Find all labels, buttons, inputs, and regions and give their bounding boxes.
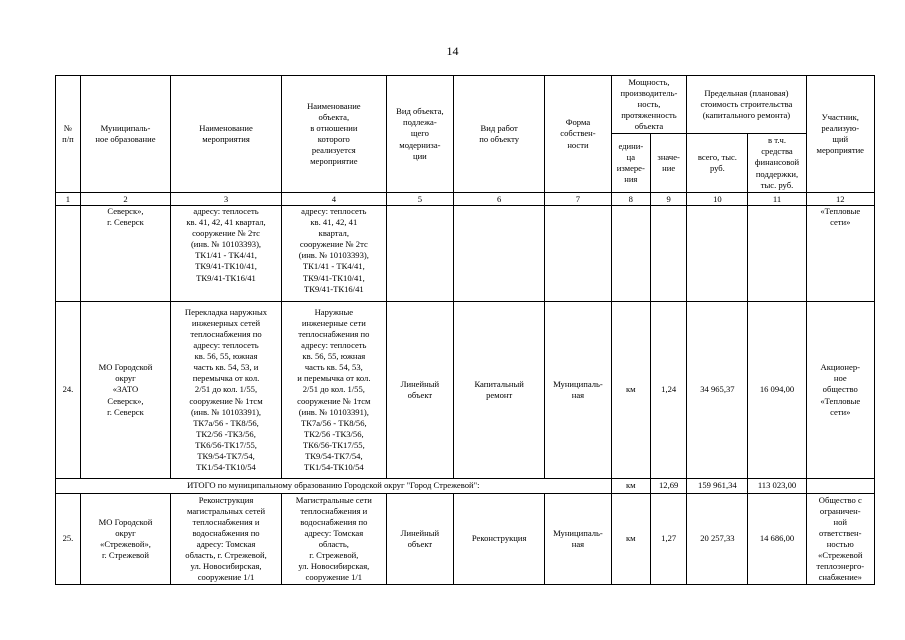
cell-num: 25. [56, 494, 81, 585]
table-row [56, 494, 875, 585]
cell-unit: км [611, 302, 650, 479]
header-cost: Предельная (плановая) стоимость строительства (капитального ремонта) [687, 76, 806, 134]
cell-object-name: Магистральные сети теплоснабжения и водоснабжения по адресу: Томская область, г. Стрежевой, ул. Новосибирская, сооружение 1/1 [281, 494, 386, 585]
column-number: 2 [80, 193, 170, 206]
header-cost-support: в т.ч. средства финансовой поддержки, тыс. руб. [748, 134, 806, 193]
column-number: 7 [545, 193, 611, 206]
cell-num [56, 206, 81, 302]
cell-unit [611, 206, 650, 302]
column-number: 1 [56, 193, 81, 206]
cell-participant: «Тепловые сети» [806, 206, 874, 302]
column-number: 5 [386, 193, 453, 206]
cell-cost-total [687, 206, 748, 302]
table-row [56, 206, 875, 302]
header-participant: Участник, реализую- щий мероприятие [806, 76, 874, 193]
cell-measure: Реконструкция магистральных сетей теплоснабжения и водоснабжения по адресу: Томская область, г. Стрежевой, ул. Новосибирская, сооружение 1/1 [171, 494, 282, 585]
cell-value: 1,27 [651, 494, 687, 585]
column-number: 12 [806, 193, 874, 206]
cell-work-type [454, 206, 545, 302]
total-value: 12,69 [651, 479, 687, 494]
column-number: 9 [651, 193, 687, 206]
cell-work-type: Капитальный ремонт [454, 302, 545, 479]
column-number: 11 [748, 193, 806, 206]
cell-value: 1,24 [651, 302, 687, 479]
cell-value [651, 206, 687, 302]
cell-num: 24. [56, 302, 81, 479]
cell-participant: Общество с ограничен- ной ответствен- ностью «Стрежевой теплоэнерго- снабжение» [806, 494, 874, 585]
cell-work-type: Реконструкция [454, 494, 545, 585]
cell-ownership: Муниципаль- ная [545, 302, 611, 479]
header-object-name: Наименование объекта, в отношении которого реализуется мероприятие [281, 76, 386, 193]
column-number: 10 [687, 193, 748, 206]
cell-object-type: Линейный объект [386, 302, 453, 479]
page-number: 14 [446, 44, 459, 58]
header-ownership: Форма собствен- ности [545, 76, 611, 193]
header-num: № п/п [56, 76, 81, 193]
header-cost-total: всего, тыс. руб. [687, 134, 748, 193]
cell-ownership [545, 206, 611, 302]
cell-measure: адресу: теплосеть кв. 41, 42, 41 квартал, сооружение № 2тс (инв. № 10103393), ТК1/41 - ТК4/41, ТК9/41-ТК10/41, ТК9/41-ТК16/41 [171, 206, 282, 302]
program-table [55, 75, 875, 585]
column-number: 3 [171, 193, 282, 206]
cell-cost-support: 14 686,00 [748, 494, 806, 585]
total-row [56, 479, 875, 494]
cell-unit: км [611, 494, 650, 585]
total-unit: км [611, 479, 650, 494]
cell-participant: Акционер- ное общество «Тепловые сети» [806, 302, 874, 479]
cell-cost-support: 16 094,00 [748, 302, 806, 479]
cell-cost-total: 34 965,37 [687, 302, 748, 479]
column-numbers-row [56, 193, 875, 206]
column-number: 8 [611, 193, 650, 206]
cell-cost-total: 20 257,33 [687, 494, 748, 585]
header-work-type: Вид работ по объекту [454, 76, 545, 193]
cell-municipality: Северск», г. Северск [80, 206, 170, 302]
column-number: 4 [281, 193, 386, 206]
total-participant [806, 479, 874, 494]
header-measure: Наименование мероприятия [171, 76, 282, 193]
table-row [56, 302, 875, 479]
header-row-1 [56, 76, 875, 134]
total-label: ИТОГО по муниципальному образованию Городской округ "Город Стрежевой": [56, 479, 612, 494]
header-municipality: Муниципаль- ное образование [80, 76, 170, 193]
header-capacity-unit: едини- ца измере- ния [611, 134, 650, 193]
total-cost-support: 113 023,00 [748, 479, 806, 494]
cell-object-type: Линейный объект [386, 494, 453, 585]
header-object-type: Вид объекта, подлежа- щего модерниза- ции [386, 76, 453, 193]
column-number: 6 [454, 193, 545, 206]
header-capacity-value: значе- ние [651, 134, 687, 193]
cell-object-name: Наружные инженерные сети теплоснабжения по адресу: теплосеть кв. 56, 55, южная часть кв. 54, 53, и перемычка от кол. 2/51 до кол. 1/55, сооружение № 1тсм (инв. № 10103391), ТК7а/56 - ТК8/56, ТК2/56 -ТК3/56, ТК6/56-ТК17/55, ТК9/54-ТК7/54, ТК1/54-ТК10/54 [281, 302, 386, 479]
cell-measure: Перекладка наружных инженерных сетей теплоснабжения по адресу: теплосеть кв. 56, 55, южная часть кв. 54, 53, и перемычка от кол. 2/51 до кол. 1/55, сооружение № 1тсм (инв. № 10103391), ТК7а/56 - ТК8/56, ТК2/56 -ТК3/56, ТК6/56-ТК17/55, ТК9/54-ТК7/54, ТК1/54-ТК10/54 [171, 302, 282, 479]
cell-object-type [386, 206, 453, 302]
cell-municipality: МО Городской округ «Стрежевой», г. Стрежевой [80, 494, 170, 585]
cell-municipality: МО Городской округ «ЗАТО Северск», г. Северск [80, 302, 170, 479]
cell-ownership: Муниципаль- ная [545, 494, 611, 585]
cell-cost-support [748, 206, 806, 302]
total-cost-total: 159 961,34 [687, 479, 748, 494]
cell-object-name: адресу: теплосеть кв. 41, 42, 41 квартал, сооружение № 2тс (инв. № 10103393), ТК1/41 - ТК4/41, ТК9/41-ТК10/41, ТК9/41-ТК16/41 [281, 206, 386, 302]
header-capacity: Мощность, производитель- ность, протяженность объекта [611, 76, 687, 134]
